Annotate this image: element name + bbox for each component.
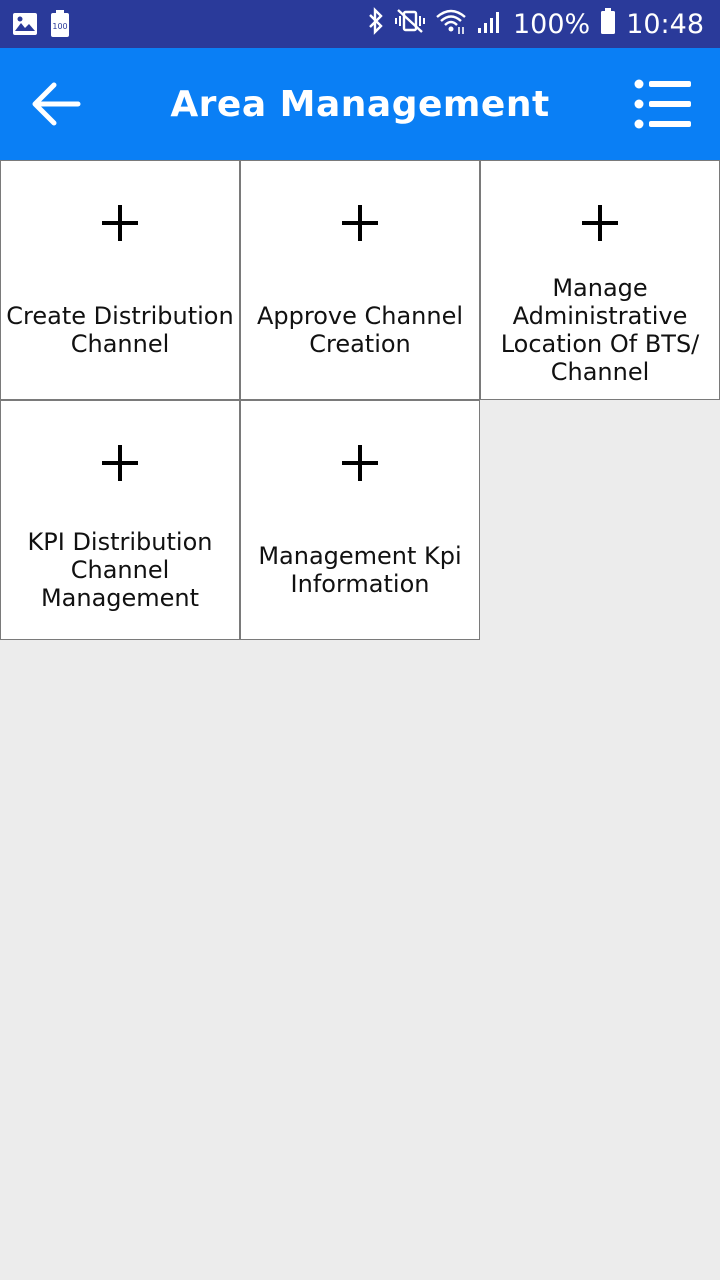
tile-label: KPI Distribution Channel Management <box>27 528 213 612</box>
tile-create-distribution-channel[interactable] <box>0 160 240 400</box>
tile-label: Management Kpi Information <box>258 542 462 598</box>
app-bar <box>0 48 720 160</box>
plus-icon <box>580 203 620 243</box>
signal-icon <box>477 7 503 42</box>
battery-saver-icon <box>50 10 70 42</box>
tile-label: Manage Administrative Location Of BTS/ Channel <box>500 274 700 386</box>
tile-management-kpi-information[interactable] <box>240 400 480 640</box>
plus-icon <box>340 203 380 243</box>
status-right-icons <box>367 0 704 48</box>
bluetooth-icon <box>367 7 385 42</box>
clock: 10:48 <box>626 8 704 40</box>
battery-icon <box>600 7 616 42</box>
battery-percent: 100% <box>512 8 591 40</box>
image-icon <box>12 12 38 40</box>
list-menu-icon <box>634 78 694 130</box>
menu-button[interactable] <box>634 78 694 130</box>
battery-saver-text: 100 <box>52 22 68 31</box>
arrow-left-icon <box>28 76 84 132</box>
plus-icon <box>100 443 140 483</box>
plus-icon <box>340 443 380 483</box>
tile-label: Create Distribution Channel <box>6 302 234 358</box>
status-left-icons <box>12 10 70 42</box>
vibrate-mute-icon <box>395 7 425 42</box>
tile-approve-channel-creation[interactable] <box>240 160 480 400</box>
page-title: Area Management <box>170 83 550 125</box>
plus-icon <box>100 203 140 243</box>
tile-label: Approve Channel Creation <box>256 302 464 358</box>
back-button[interactable] <box>28 76 84 132</box>
status-bar <box>0 0 720 48</box>
wifi-icon <box>435 7 467 42</box>
tile-kpi-distribution-channel-management[interactable] <box>0 400 240 640</box>
tile-manage-administrative-location[interactable] <box>480 160 720 400</box>
